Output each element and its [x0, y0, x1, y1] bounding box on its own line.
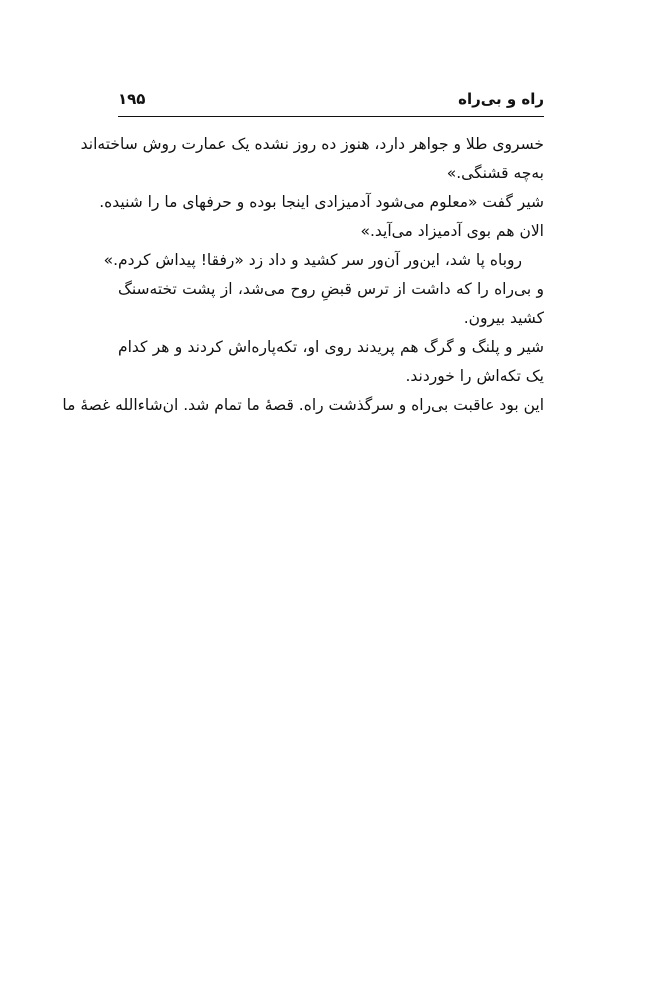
- text-line: و بی‌راه را که داشت از ترس قبضِ روح می‌شد، از پشت تخته‌سنگ: [118, 280, 544, 298]
- text-line: این بود عاقبت بی‌راه و سرگذشت راه. قصهٔ ما تمام شد. ان‌شاءالله غصهٔ ما: [62, 396, 544, 414]
- text-line: کشید بیرون.: [463, 309, 544, 327]
- text-line: الان هم بوی آدمیزاد می‌آید.»: [360, 222, 544, 240]
- text-line: روباه پا شد، این‌ور آن‌ور سر کشید و داد زد «رفقا! پیداش کردم.»: [103, 251, 522, 269]
- page-header: [118, 88, 544, 116]
- text-line: به‌چه قشنگی.»: [446, 164, 544, 182]
- text-line: شیر و پلنگ و گرگ هم پریدند روی او، تکه‌پاره‌اش کردند و هر کدام: [118, 338, 544, 356]
- text-line: یک تکه‌اش را خوردند.: [405, 367, 544, 385]
- text-line: خسروی طلا و جواهر دارد، هنوز ده روز نشده یک عمارت روش ساخته‌اند: [80, 135, 544, 153]
- running-title: راه و بی‌راه: [458, 90, 544, 108]
- header-rule: [118, 116, 544, 117]
- page-number: ۱۹۵: [118, 90, 146, 108]
- body-text: [62, 130, 544, 420]
- text-line: شیر گفت «معلوم می‌شود آدمیزادی اینجا بوده و حرفهای ما را شنیده.: [99, 193, 544, 211]
